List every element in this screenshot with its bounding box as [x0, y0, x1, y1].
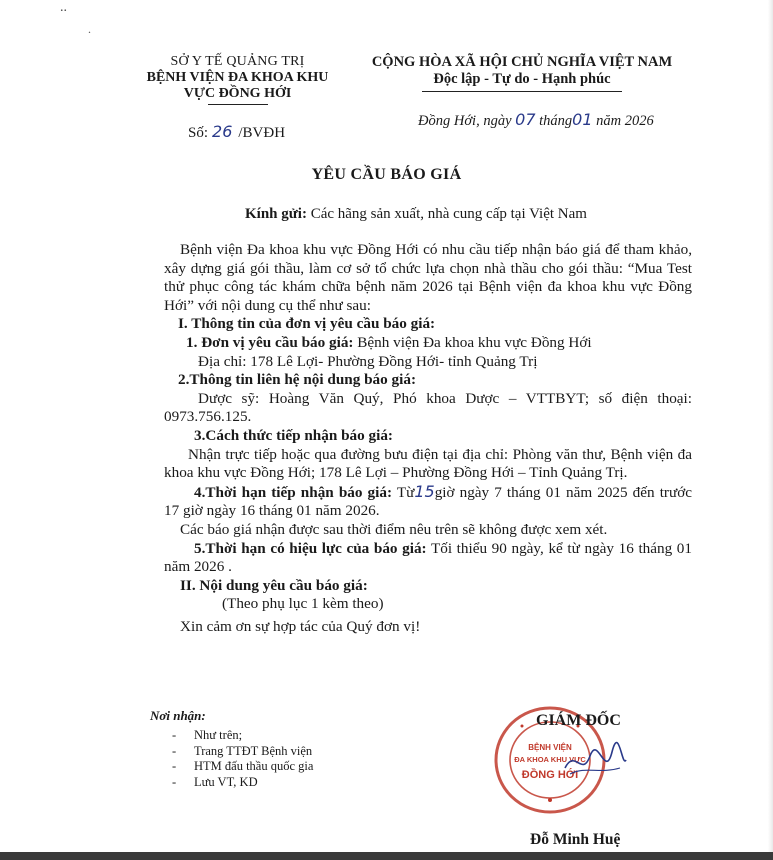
org-line-3: VỰC ĐỒNG HỚI — [183, 86, 292, 101]
date-year: năm 2026 — [596, 113, 654, 129]
item4 — [164, 483, 692, 521]
so-number: 26 — [212, 122, 233, 141]
item5-value: Tối thiểu 90 ngày, kể từ ngày 16 tháng 01 năm 2026 . — [164, 539, 692, 576]
section2-heading: II. Nội dung yêu cầu báo giá: — [180, 576, 368, 594]
national-header — [368, 54, 676, 92]
section1-heading: I. Thông tin của đơn vị yêu cầu báo giá: — [178, 315, 436, 333]
recipients-list — [150, 708, 313, 790]
country-name: CỘNG HÒA XÃ HỘI CHỦ NGHĨA VIỆT NAM — [371, 54, 673, 70]
so-suffix: /BVĐH — [238, 125, 286, 141]
item5-label: 5.Thời hạn có hiệu lực của báo giá: — [194, 539, 427, 557]
item4-value: giờ ngày 7 tháng 01 năm 2025 đến trước 17 giờ ngày 16 tháng 01 năm 2026. — [164, 483, 692, 520]
item4-label: 4.Thời hạn tiếp nhận báo giá: — [194, 483, 392, 501]
list-item: - Trang TTĐT Bệnh viện — [172, 743, 313, 758]
item2-value: Dược sỹ: Hoàng Văn Quý, Phó khoa Dược – VTTBYT; số điện thoại: 0973.756.125. — [164, 389, 692, 426]
signer-name: Đỗ Minh Huệ — [530, 831, 621, 848]
item4-note: Các báo giá nhận được sau thời điểm nêu trên sẽ không được xem xét. — [180, 520, 608, 538]
document-body — [164, 241, 692, 636]
stamp-text-1: BỆNH VIỆN — [528, 743, 572, 752]
item2-label: 2.Thông tin liên hệ nội dung báo giá: — [178, 371, 417, 389]
item5 — [164, 540, 692, 577]
document-number — [188, 122, 285, 142]
item4-hour: 15 — [414, 481, 435, 501]
list-item: - Lưu VT, KD — [172, 774, 258, 789]
recipient-value: Các hãng sản xuất, nhà cung cấp tại Việt Nam — [310, 206, 587, 222]
scan-edge — [768, 0, 773, 860]
recipients-items — [150, 728, 313, 790]
address: Địa chỉ: 178 Lê Lợi- Phường Đồng Hới- tỉnh Quảng Trị — [198, 352, 538, 370]
stamp-text-2: ĐA KHOA KHU VỰC — [514, 755, 586, 764]
item3-value: Nhận trực tiếp hoặc qua đường bưu điện tại địa chỉ: Phòng văn thư, Bệnh viện đa khoa khu vực Đồng Hới; 178 Lê Lợi – Phường Đồng Hới – Tỉnh Quảng Trị. — [164, 445, 692, 482]
scan-bottom-edge — [0, 852, 773, 860]
scan-artifact: .. — [60, 0, 67, 15]
scan-artifact: . — [88, 22, 91, 36]
org-line-2: BỆNH VIỆN ĐA KHOA KHU — [146, 70, 329, 85]
date-month: 01 — [572, 110, 593, 129]
thanks-line: Xin cảm ơn sự hợp tác của Quý đơn vị! — [180, 617, 421, 635]
list-item: - Như trên; — [172, 728, 243, 742]
issue-date — [418, 110, 654, 130]
stamp-text-3: ĐỒNG HỚI — [521, 769, 579, 781]
so-label: Số: — [188, 125, 209, 141]
document-title: YÊU CẦU BÁO GIÁ — [311, 166, 462, 183]
list-item: - HTM đấu thầu quốc gia — [172, 759, 314, 773]
recipient-label: Kính gửi: — [245, 206, 307, 222]
date-place: Đồng Hới, ngày — [418, 113, 512, 129]
handwritten-signature — [560, 738, 630, 788]
org-line-1: SỞ Y TẾ QUẢNG TRỊ — [170, 54, 305, 69]
intro-paragraph: Bệnh viện Đa khoa khu vực Đồng Hới có nhu cầu tiếp nhận báo giá để tham khảo, xây dựng giá gói thầu, làm cơ sở tổ chức lựa chọn nhà thầu cho gói thầu: “Mua Test thử phục công tác khám chữa bệnh năm 2026 tại Bệnh viện đa khoa khu vực Đồng Hới” với nội dung cụ thể như sau: — [164, 241, 692, 314]
recipients-title: Nơi nhận: — [150, 708, 206, 723]
org-underline — [208, 104, 268, 105]
signer-title: GIÁM ĐỐC — [536, 712, 621, 729]
item4-from: Từ — [396, 483, 415, 501]
motto-underline — [422, 91, 622, 92]
national-motto: Độc lập - Tự do - Hạnh phúc — [433, 71, 611, 87]
item1-value: Bệnh viện Đa khoa khu vực Đồng Hới — [357, 333, 592, 351]
date-month-label: tháng — [539, 113, 573, 129]
item1-label: 1. Đơn vị yêu cầu báo giá: — [186, 333, 354, 351]
item1 — [164, 334, 692, 353]
issuing-organization — [130, 54, 345, 105]
recipient-line — [245, 206, 587, 223]
section2-value: (Theo phụ lục 1 kèm theo) — [222, 595, 384, 613]
date-day: 07 — [515, 110, 536, 129]
item3-label: 3.Cách thức tiếp nhận báo giá: — [194, 426, 393, 444]
